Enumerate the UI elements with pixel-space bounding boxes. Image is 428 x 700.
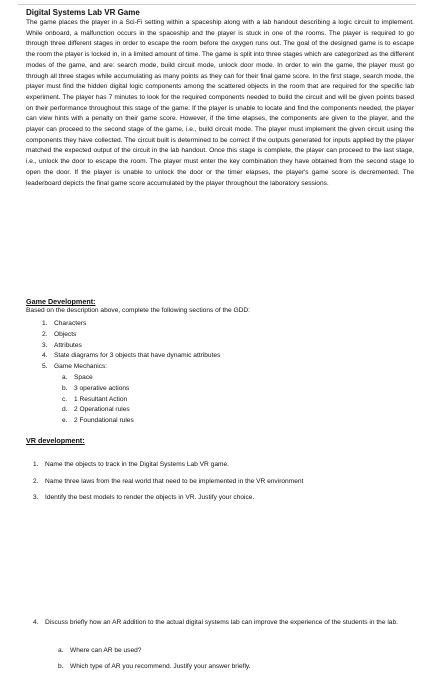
- list-letter: b.: [62, 384, 68, 392]
- list-number: 1.: [33, 461, 39, 468]
- list-item-text: Name three laws from the real world that need to be implemented in the VR environment: [45, 477, 304, 485]
- list-number: 3.: [33, 494, 39, 501]
- list-item: [62, 384, 134, 395]
- list-item: [58, 659, 251, 675]
- list-item-text: 1 Resultant Action: [74, 395, 128, 403]
- list-item-text: State diagrams for 3 objects that have dynamic attributes: [54, 352, 221, 360]
- game-mechanics-list: [62, 373, 134, 427]
- list-item: [42, 319, 220, 330]
- list-number: 4.: [33, 619, 39, 626]
- list-item: [58, 643, 251, 659]
- list-item-text: 2 Foundational rules: [74, 417, 134, 425]
- list-item: [33, 457, 418, 474]
- page-top-border: [18, 4, 416, 5]
- list-item-text: Space: [74, 374, 93, 381]
- list-letter: b.: [58, 662, 64, 670]
- list-letter: a.: [62, 374, 68, 381]
- list-item: [42, 341, 220, 352]
- list-number: 5.: [42, 363, 48, 371]
- list-item: [33, 474, 418, 491]
- vr-development-heading: VR development:: [26, 436, 85, 445]
- list-item-text: Objects: [54, 330, 77, 338]
- list-item: [62, 405, 134, 416]
- document-title: Digital Systems Lab VR Game: [26, 8, 140, 17]
- vr-questions-list: [33, 457, 418, 507]
- game-description-paragraph: The game places the player in a Sci-Fi setting within a spaceship along with a lab handout describing a logic circuit to implement. While onboard, a malfunction occurs in the spaceship and the player is stuck in one of the rooms. The player is required to go through three different stages in order to escape the room before the oxygen runs out. The goal of the designed game is to escape the room the player is locked in, in a limited amount of time. The game is split into three stages which are categorized as the different modes of the game, and are: search mode, build circuit mode, unlock door mode. In order to win the game, the player must go through all three stages while accumulating as many points as they can for their final game score. In the first stage, search mode, the player must find the hidden digital logic components among the scattered objects in the room that are required for the specific lab experiment. The player has 7 minutes to look for the required components needed to build the circuit and will be given points based on their performance throughout this stage of the game. If the player is unable to locate and find the components needed, the player can view hints with a penalty on their game score. However, if the time elapses, the components are given to the player, and the player can proceed to the second stage of the game, i.e., build circuit mode. The player must implement the given circuit using the components they have collected. The circuit built is determined to be correct if the outputs generated for inputs applied by the player matched the expected output of the circuit in the lab handout. Once this stage is complete, the player can proceed to the last stage, i.e., unlock the door to escape the room. The player must enter the key combination they have obtained from the second stage to open the door. If the player is unable to unlock the door or the timer elapses, the player's game score is decremented. The leaderboard depicts the final game score accumulated by the player throughout the laboratory sessions.: [26, 19, 414, 187]
- game-development-intro: Based on the description above, complete the following sections of the GDD:: [26, 307, 250, 314]
- list-item-text: 2 Operational rules: [74, 406, 130, 414]
- list-item-text: Attributes: [54, 341, 82, 349]
- list-item: [62, 395, 134, 406]
- list-number: 4.: [42, 352, 48, 360]
- list-item: [42, 351, 220, 362]
- list-letter: a.: [58, 647, 64, 654]
- list-item: [42, 330, 220, 341]
- ar-subquestions-list: [58, 643, 251, 674]
- list-item-text: Identify the best models to render the objects in VR. Justify your choice.: [45, 494, 255, 501]
- list-item-text: Game Mechanics:: [54, 363, 108, 371]
- list-letter: d.: [62, 406, 68, 414]
- ar-question: [33, 617, 418, 628]
- list-item: [42, 362, 220, 373]
- game-development-heading: Game Development:: [26, 297, 96, 306]
- gdd-sections-list: [42, 319, 220, 373]
- list-letter: c.: [62, 395, 68, 403]
- list-number: 3.: [42, 341, 48, 349]
- list-item-text: Name the objects to track in the Digital Systems Lab VR game.: [45, 461, 229, 468]
- list-letter: e.: [62, 417, 68, 425]
- list-number: 2.: [33, 477, 39, 485]
- list-item-text: 3 operative actions: [74, 384, 130, 392]
- list-number: 2.: [42, 330, 48, 338]
- list-item: [33, 490, 418, 507]
- list-item-text: Which type of AR you recommend. Justify your answer briefly.: [70, 662, 251, 670]
- list-item: [62, 373, 134, 384]
- list-item: [62, 416, 134, 427]
- list-item-text: Characters: [54, 320, 87, 327]
- list-item-text: Where can AR be used?: [70, 647, 142, 654]
- list-number: 1.: [42, 320, 48, 327]
- ar-question-text: Discuss briefly how an AR addition to the actual digital systems lab can improve the experience of the students in the lab.: [45, 619, 398, 626]
